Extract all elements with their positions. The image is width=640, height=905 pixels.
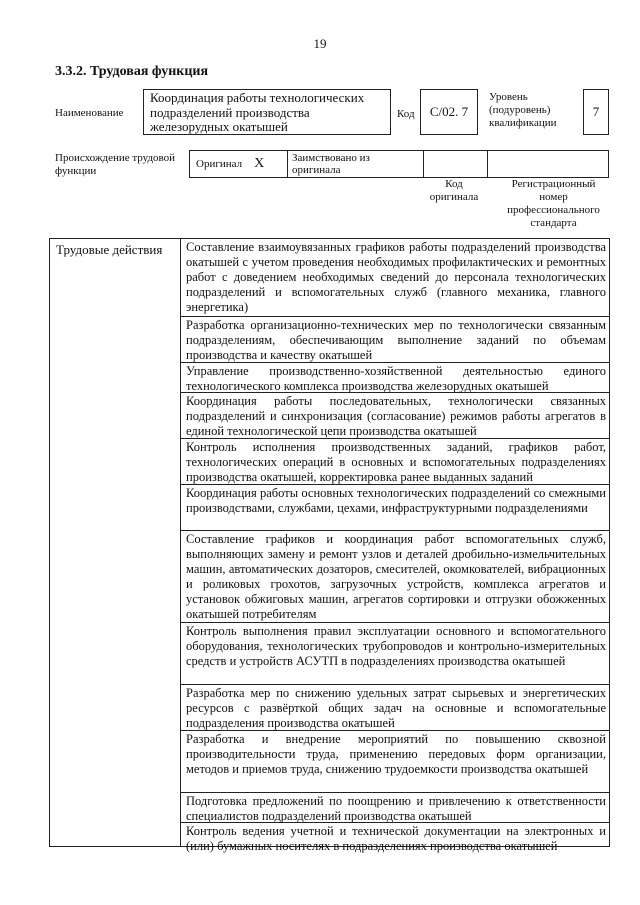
labor-action-item: Разработка организационно-технических мер по технологически связанным подразделениям, обеспечивающим выполнение заданий по объемам производства и качеству окатышей [181, 317, 609, 363]
labor-action-item: Разработка мер по снижению удельных затрат сырьевых и энергетических ресурсов с развёрткой общих задач на основные и вспомогательные подразделения производства окатышей [181, 685, 609, 731]
labor-action-item: Подготовка предложений по поощрению и привлечению к ответственности специалистов подразделений производства окатышей [181, 793, 609, 823]
code-field: C/02. 7 [420, 89, 478, 135]
code-label: Код [397, 108, 415, 120]
labor-actions-label: Трудовые действия [56, 242, 163, 257]
labor-action-item: Разработка и внедрение мероприятий по повышению сквозной производительности труда, применению передовых форм организации, методов и приемов труда, снижению трудоемкости производства окатышей [181, 731, 609, 793]
labor-action-item: Управление производственно-хозяйственной деятельностью единого технологического комплекса производства железорудных окатышей [181, 363, 609, 393]
labor-actions-list [181, 239, 609, 855]
labor-action-item: Координация работы основных технологических подразделений со смежными производствами, службами, цехами, инфраструктурными подразделениями [181, 485, 609, 531]
registration-number-caption: Регистрационный номер профессионального стандарта [507, 178, 600, 229]
origin-label: Происхождение трудовой функции [55, 152, 176, 177]
labor-action-item: Составление графиков и координация работ вспомогательных служб, выполняющих замену и ремонт узлов и деталей дробильно-измельчительных машин, автоматических дозаторов, смесителей, окомкователей, вибрационных и роликовых грохотов, загрузочных устройств, комплекса агрегатов и установок обжиговых машин, агрегатов сортировки и отгрузки обожженных окатышей потребителям [181, 531, 609, 623]
original-cell [190, 151, 288, 177]
original-code-caption: Код оригинала [429, 178, 479, 203]
page-number: 19 [313, 36, 327, 51]
origin-table [189, 150, 609, 178]
labor-action-item: Составление взаимоувязанных графиков работы подразделений производства окатышей с учетом проведения необходимых профилактических и ремонтных работ с доведением необходимых сведений до персонала технологических подразделений и вспомогательных служб (главного механика, главного энергетика) [181, 239, 609, 317]
original-label: Оригинал [196, 158, 243, 170]
original-mark: X [254, 156, 265, 171]
borrowed-cell: Заимствовано из оригинала [288, 151, 424, 177]
labor-action-item: Контроль ведения учетной и технической документации на электронных и (или) бумажных носителях в подразделениях производства окатышей [186, 824, 606, 853]
labor-action-item: Контроль исполнения производственных заданий, графиков работ, технологических операций в основных и вспомогательных подразделениях производства окатышей, корректировка ранее выданных заданий [181, 439, 609, 485]
qualification-level-field: 7 [583, 89, 609, 135]
registration-number-cell [488, 151, 608, 177]
labor-action-item: Контроль выполнения правил эксплуатации основного и вспомогательного оборудования, технологических трубопроводов и контрольно-измерительных средств и устройств АСУТП в подразделениях производства окатышей [181, 623, 609, 685]
function-name-field: Координация работы технологических подразделений производства железорудных окатышей [143, 89, 391, 135]
naming-label: Наименование [55, 107, 124, 119]
labor-action-item: Координация работы последовательных, технологически связанных подразделений и синхронизация (согласование) режимов работы агрегатов в единой технологической цепи производства окатышей [181, 393, 609, 439]
qualification-level-label: Уровень (подуровень) квалификации [489, 91, 557, 129]
labor-actions-table [49, 238, 610, 853]
original-code-cell [424, 151, 488, 177]
section-title: 3.3.2. Трудовая функция [55, 64, 209, 79]
